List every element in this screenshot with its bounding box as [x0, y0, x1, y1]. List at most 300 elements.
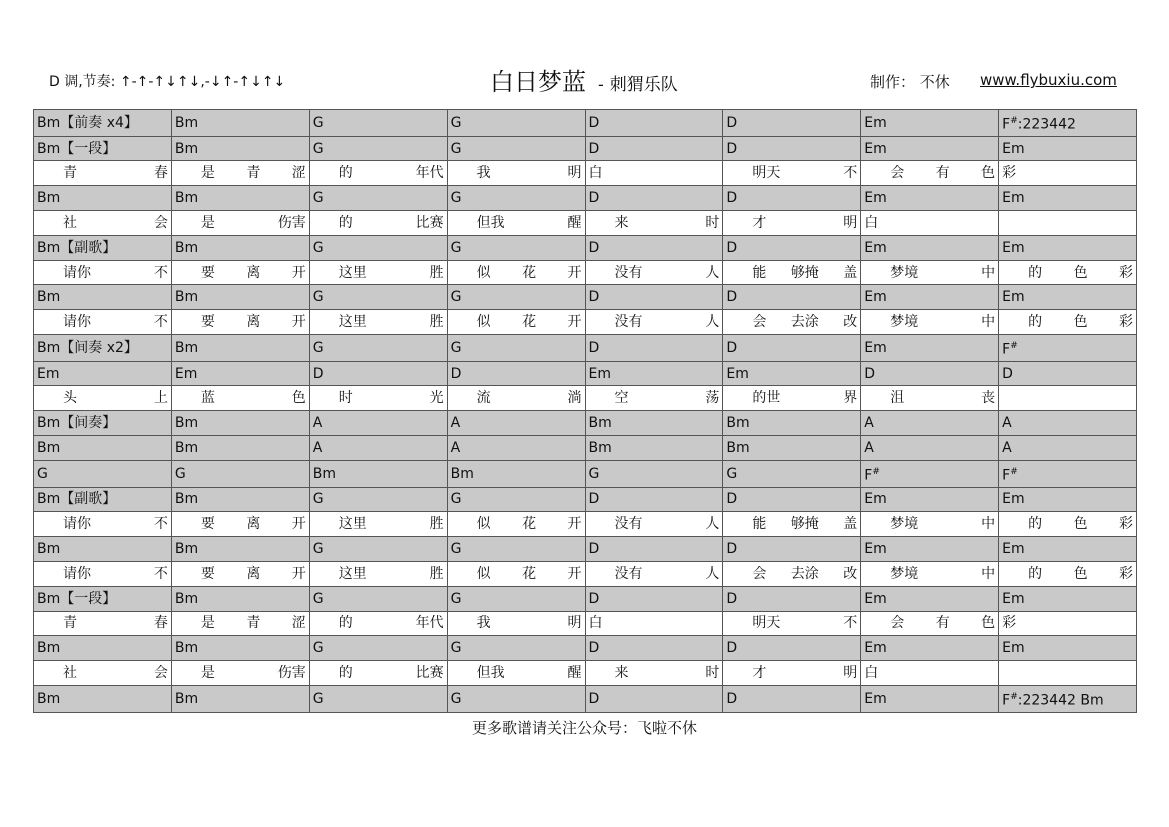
lyric-word: 人: [705, 264, 720, 281]
chord-cell: Em: [861, 537, 999, 562]
chord-cell: F#:223442 Bm: [999, 685, 1137, 712]
chord-cell: Bm: [34, 685, 172, 712]
lyric-word: 离: [246, 264, 261, 281]
chord-cell: A: [999, 436, 1137, 461]
lyric-row: [34, 211, 1137, 236]
chord-cell: G: [447, 537, 585, 562]
lyric-cell: [309, 661, 447, 686]
lyric-cell: [171, 512, 309, 537]
lyric-cell: [171, 161, 309, 186]
chord-cell: Em: [861, 335, 999, 362]
lyric-cell: [34, 161, 172, 186]
chord-row: [34, 136, 1137, 161]
lyric-word: 够掩: [790, 516, 819, 533]
lyric-word: 去涂: [790, 565, 819, 582]
lyric-word: 花: [522, 516, 537, 533]
chord-cell: Bm【副歌】: [34, 235, 172, 260]
chord-cell: A: [861, 436, 999, 461]
lyric-row: [34, 310, 1137, 335]
lyric-word: 改: [843, 565, 858, 582]
lyric-word: 会: [153, 665, 168, 681]
lyric-word: 开: [567, 516, 582, 533]
lyric-cell: [309, 260, 447, 285]
chord-cell: Bm: [309, 460, 447, 487]
lyric-word: 有: [935, 165, 950, 182]
chord-cell: D: [585, 186, 723, 211]
lyric-cell: [309, 611, 447, 636]
chord-cell: G: [171, 460, 309, 487]
chord-cell: A: [861, 411, 999, 436]
lyric-cell: [171, 386, 309, 411]
lyric-word: 似: [476, 264, 491, 281]
chord-row: [34, 110, 1137, 137]
lyric-cell: [861, 561, 999, 586]
chord-cell: Bm: [34, 636, 172, 661]
lyric-word: 人: [705, 314, 720, 331]
chord-cell: D: [861, 361, 999, 386]
lyric-word: 淌: [567, 390, 582, 407]
chord-cell: G: [447, 136, 585, 161]
lyric-cell: [171, 310, 309, 335]
lyric-cell: [171, 661, 309, 686]
lyric-word: 荡: [705, 390, 720, 407]
lyric-word: 伤害: [277, 665, 306, 681]
lyric-word: 明: [567, 615, 582, 632]
lyric-word: 要: [200, 314, 215, 331]
chord-cell: F#: [999, 335, 1137, 362]
lyric-cell: [999, 611, 1137, 636]
lyric-word: 色: [981, 615, 996, 632]
chord-cell: Em: [861, 110, 999, 137]
lyric-word: 会: [752, 565, 767, 582]
chord-cell: G: [447, 487, 585, 512]
lyric-cell: [723, 260, 861, 285]
chord-cell: Bm: [171, 411, 309, 436]
chord-cell: G: [447, 685, 585, 712]
lyric-word: 开: [291, 314, 306, 331]
lyric-word: 我: [476, 615, 491, 632]
chord-cell: Bm: [171, 685, 309, 712]
lyric-word: 梦境: [890, 516, 919, 533]
chord-cell: D: [723, 636, 861, 661]
chord-cell: Em: [34, 361, 172, 386]
footer-note: 更多歌谱请关注公众号：飞啦不休: [471, 719, 697, 737]
chord-cell: F#: [861, 460, 999, 487]
lyric-word: 要: [200, 516, 215, 533]
chord-cell: A: [447, 436, 585, 461]
chord-cell: Em: [861, 285, 999, 310]
chord-row: [34, 636, 1137, 661]
chord-cell: G: [309, 537, 447, 562]
lyric-word: 但我: [476, 214, 505, 231]
chord-cell: D: [585, 586, 723, 611]
lyric-cell: [34, 260, 172, 285]
lyric-word: 要: [200, 264, 215, 281]
lyric-word: 色: [1073, 565, 1088, 582]
lyric-word: 界: [843, 390, 858, 407]
lyric-cell: [999, 512, 1137, 537]
lyric-cell: [585, 211, 723, 236]
lyric-word: 的: [338, 615, 353, 632]
song-heading: [490, 62, 678, 97]
lyric-word: 开: [291, 565, 306, 582]
chord-cell: A: [309, 436, 447, 461]
chord-cell: Em: [861, 487, 999, 512]
chord-sheet-table: [33, 109, 1137, 713]
chord-row: [34, 436, 1137, 461]
chord-cell: G: [723, 460, 861, 487]
chord-cell: D: [723, 685, 861, 712]
lyric-cell: [34, 310, 172, 335]
lyric-cell: [585, 386, 723, 411]
chord-cell: A: [999, 411, 1137, 436]
chord-cell: A: [447, 411, 585, 436]
lyric-word: 开: [567, 314, 582, 331]
chord-cell: Bm: [171, 636, 309, 661]
lyric-word: 光: [429, 390, 444, 407]
lyric-word: 请你: [63, 314, 91, 331]
lyric-word: 彩: [1119, 264, 1133, 281]
chord-cell: G: [447, 335, 585, 362]
lyric-word: 要: [200, 565, 215, 582]
lyric-word: 似: [476, 565, 491, 582]
chord-row: [34, 235, 1137, 260]
chord-cell: D: [585, 285, 723, 310]
lyric-word: 明天: [752, 165, 781, 182]
chord-cell: Em: [861, 136, 999, 161]
lyric-word: 开: [291, 516, 306, 533]
chord-cell: D: [585, 110, 723, 137]
chord-cell: G: [447, 110, 585, 137]
lyric-word: 会: [153, 214, 168, 231]
lyric-word: 会: [752, 314, 767, 331]
lyric-word: 中: [981, 264, 996, 281]
chord-cell: Bm: [171, 285, 309, 310]
chord-cell: Bm【一段】: [34, 586, 172, 611]
lyric-word: 中: [981, 314, 996, 331]
chord-cell: Bm: [171, 186, 309, 211]
chord-row: [34, 285, 1137, 310]
chord-row: [34, 186, 1137, 211]
chord-cell: Bm: [171, 487, 309, 512]
lyric-word: 够掩: [790, 264, 819, 281]
lyric-word: 会: [890, 165, 905, 182]
lyric-word: 明: [843, 665, 858, 681]
lyric-word: 空: [614, 390, 629, 407]
lyric-word: 丧: [981, 390, 996, 407]
lyric-word: 来: [614, 665, 629, 681]
lyric-row: [34, 512, 1137, 537]
lyric-cell: [861, 512, 999, 537]
lyric-word: 开: [567, 264, 582, 281]
lyric-word: 盖: [843, 516, 858, 533]
chord-cell: Bm: [34, 186, 172, 211]
lyric-cell: [447, 260, 585, 285]
lyric-cell: [861, 260, 999, 285]
lyric-cell: [723, 161, 861, 186]
lyric-cell: [447, 512, 585, 537]
lyric-word: 能: [752, 516, 767, 533]
maker-credit: 制作： 不休: [870, 73, 950, 91]
chord-cell: G: [447, 285, 585, 310]
chord-cell: Em: [999, 186, 1137, 211]
lyric-cell: [171, 211, 309, 236]
lyric-word: 比赛: [415, 665, 444, 681]
lyric-word: 的: [338, 665, 353, 681]
lyric-word: 的世: [752, 390, 781, 407]
chord-cell: D: [723, 285, 861, 310]
lyric-cell: [34, 211, 172, 236]
lyric-word: 这里: [338, 516, 367, 533]
lyric-word: 色: [981, 165, 996, 182]
lyric-cell: [861, 611, 999, 636]
lyric-word: 才: [752, 214, 767, 231]
chord-cell: D: [723, 335, 861, 362]
chord-cell: Bm: [171, 110, 309, 137]
lyric-word: 涩: [291, 615, 306, 632]
chord-cell: Bm: [171, 136, 309, 161]
lyric-word: 这里: [338, 565, 367, 582]
lyric-cell: [999, 661, 1137, 686]
lyric-cell: [34, 386, 172, 411]
lyric-word: 是: [200, 214, 215, 231]
lyric-word: 白: [588, 615, 603, 632]
lyric-word: 色: [291, 390, 306, 407]
lyric-word: 年代: [415, 165, 444, 182]
lyric-word: 彩: [1002, 165, 1017, 182]
lyric-cell: [447, 211, 585, 236]
chord-cell: Em: [861, 186, 999, 211]
lyric-word: 会: [890, 615, 905, 632]
chord-cell: Em: [861, 586, 999, 611]
lyric-word: 是: [200, 615, 215, 632]
lyric-cell: [447, 310, 585, 335]
chord-cell: F#: [999, 460, 1137, 487]
chord-row: [34, 460, 1137, 487]
chord-cell: G: [309, 110, 447, 137]
chord-cell: Bm【一段】: [34, 136, 172, 161]
lyric-word: 色: [1073, 314, 1088, 331]
lyric-cell: [723, 512, 861, 537]
chord-cell: D: [723, 235, 861, 260]
lyric-word: 彩: [1119, 516, 1133, 533]
chord-cell: G: [309, 186, 447, 211]
lyric-word: 胜: [429, 264, 444, 281]
chord-cell: Bm: [171, 335, 309, 362]
lyric-word: 不: [153, 264, 168, 281]
lyric-cell: [447, 161, 585, 186]
lyric-cell: [861, 310, 999, 335]
chord-cell: Em: [999, 537, 1137, 562]
chord-cell: Em: [999, 285, 1137, 310]
chord-cell: G: [447, 636, 585, 661]
lyric-word: 不: [843, 165, 858, 182]
lyric-word: 色: [1073, 516, 1088, 533]
lyric-word: 不: [153, 565, 168, 582]
lyric-word: 不: [153, 516, 168, 533]
lyric-word: 去涂: [790, 314, 819, 331]
lyric-cell: [999, 161, 1137, 186]
site-link[interactable]: www.flybuxiu.com: [980, 71, 1117, 89]
chord-cell: Em: [999, 136, 1137, 161]
lyric-row: [34, 661, 1137, 686]
lyric-cell: [309, 310, 447, 335]
chord-cell: Bm: [171, 537, 309, 562]
lyric-cell: [585, 661, 723, 686]
chord-cell: Bm【间奏】: [34, 411, 172, 436]
lyric-word: 人: [705, 516, 720, 533]
lyric-word: 开: [567, 565, 582, 582]
lyric-word: 中: [981, 516, 996, 533]
chord-cell: Em: [861, 235, 999, 260]
lyric-word: 能: [752, 264, 767, 281]
lyric-word: 是: [200, 665, 215, 681]
lyric-word: 时: [705, 665, 720, 681]
chord-cell: Bm【副歌】: [34, 487, 172, 512]
chord-cell: G: [309, 136, 447, 161]
chord-cell: Bm: [585, 411, 723, 436]
lyric-word: 离: [246, 565, 261, 582]
lyric-cell: [999, 310, 1137, 335]
lyric-cell: [447, 561, 585, 586]
chord-cell: Bm: [171, 586, 309, 611]
chord-cell: D: [723, 186, 861, 211]
lyric-word: 伤害: [277, 214, 306, 231]
chord-row: [34, 586, 1137, 611]
lyric-word: 没有: [614, 516, 643, 533]
lyric-cell: [723, 211, 861, 236]
lyric-word: 没有: [614, 565, 643, 582]
chord-cell: D: [585, 685, 723, 712]
chord-cell: Em: [999, 636, 1137, 661]
chord-cell: D: [723, 487, 861, 512]
lyric-word: 沮: [890, 390, 905, 407]
lyric-word: 的: [1028, 264, 1043, 281]
chord-cell: D: [585, 235, 723, 260]
lyric-cell: [723, 611, 861, 636]
lyric-word: 流: [476, 390, 491, 407]
lyric-word: 花: [522, 565, 537, 582]
chord-cell: D: [585, 487, 723, 512]
lyric-word: 青: [246, 165, 261, 182]
lyric-word: 时: [338, 390, 353, 407]
lyric-cell: [309, 386, 447, 411]
lyric-word: 青: [63, 165, 77, 182]
chord-cell: D: [447, 361, 585, 386]
lyric-word: 胜: [429, 314, 444, 331]
lyric-cell: [34, 561, 172, 586]
lyric-word: 春: [153, 615, 168, 632]
lyric-cell: [723, 386, 861, 411]
lyric-word: 请你: [63, 565, 91, 582]
chord-row: [34, 487, 1137, 512]
lyric-word: 来: [614, 214, 629, 231]
lyric-word: 没有: [614, 314, 643, 331]
lyric-word: 头: [63, 390, 77, 407]
lyric-word: 盖: [843, 264, 858, 281]
chord-cell: G: [309, 235, 447, 260]
chord-cell: D: [585, 537, 723, 562]
chord-cell: D: [309, 361, 447, 386]
lyric-cell: [309, 211, 447, 236]
lyric-word: 的: [338, 214, 353, 231]
chord-cell: Em: [861, 636, 999, 661]
lyric-cell: [34, 512, 172, 537]
chord-cell: Bm【前奏 x4】: [34, 110, 172, 137]
lyric-word: 胜: [429, 565, 444, 582]
chord-cell: D: [999, 361, 1137, 386]
lyric-word: 才: [752, 665, 767, 681]
lyric-word: 明: [567, 165, 582, 182]
chord-cell: D: [585, 335, 723, 362]
lyric-word: 我: [476, 165, 491, 182]
lyric-word: 春: [153, 165, 168, 182]
lyric-cell: [585, 611, 723, 636]
lyric-word: 色: [1073, 264, 1088, 281]
lyric-word: 梦境: [890, 565, 919, 582]
lyric-word: 上: [153, 390, 168, 407]
lyric-word: 白: [864, 214, 879, 231]
chord-cell: G: [585, 460, 723, 487]
chord-cell: F#:223442: [999, 110, 1137, 137]
lyric-word: 涩: [291, 165, 306, 182]
lyric-word: 彩: [1002, 615, 1017, 632]
lyric-word: 有: [935, 615, 950, 632]
lyric-cell: [309, 512, 447, 537]
chord-cell: D: [585, 136, 723, 161]
chord-cell: Bm: [34, 537, 172, 562]
lyric-cell: [447, 661, 585, 686]
lyric-word: 明天: [752, 615, 781, 632]
rhythm-label: D 调,节奏: ↑-↑-↑↓↑↓,-↓↑-↑↓↑↓: [49, 74, 286, 90]
lyric-word: 这里: [338, 314, 367, 331]
lyric-cell: [999, 260, 1137, 285]
chord-cell: Bm: [447, 460, 585, 487]
lyric-word: 梦境: [890, 314, 919, 331]
chord-cell: Bm: [723, 411, 861, 436]
lyric-word: 比赛: [415, 214, 444, 231]
chord-cell: Bm: [723, 436, 861, 461]
lyric-word: 社: [63, 665, 77, 681]
lyric-cell: [34, 661, 172, 686]
chord-row: [34, 537, 1137, 562]
lyric-cell: [309, 561, 447, 586]
chord-cell: Em: [171, 361, 309, 386]
lyric-cell: [171, 260, 309, 285]
lyric-row: [34, 161, 1137, 186]
chord-cell: G: [309, 285, 447, 310]
lyric-word: 的: [1028, 516, 1043, 533]
lyric-cell: [447, 611, 585, 636]
chord-cell: D: [723, 586, 861, 611]
lyric-word: 人: [705, 565, 720, 582]
lyric-word: 明: [843, 214, 858, 231]
lyric-cell: [861, 386, 999, 411]
lyric-cell: [723, 310, 861, 335]
lyric-word: 蓝: [200, 390, 215, 407]
lyric-word: 开: [291, 264, 306, 281]
lyric-word: 花: [522, 314, 537, 331]
artist-name: 刺猬乐队: [609, 75, 678, 95]
lyric-cell: [585, 512, 723, 537]
lyric-row: [34, 611, 1137, 636]
lyric-cell: [999, 561, 1137, 586]
lyric-word: 的: [1028, 314, 1043, 331]
lyric-word: 这里: [338, 264, 367, 281]
chord-cell: Em: [861, 685, 999, 712]
chord-cell: G: [447, 586, 585, 611]
lyric-word: 时: [705, 214, 720, 231]
